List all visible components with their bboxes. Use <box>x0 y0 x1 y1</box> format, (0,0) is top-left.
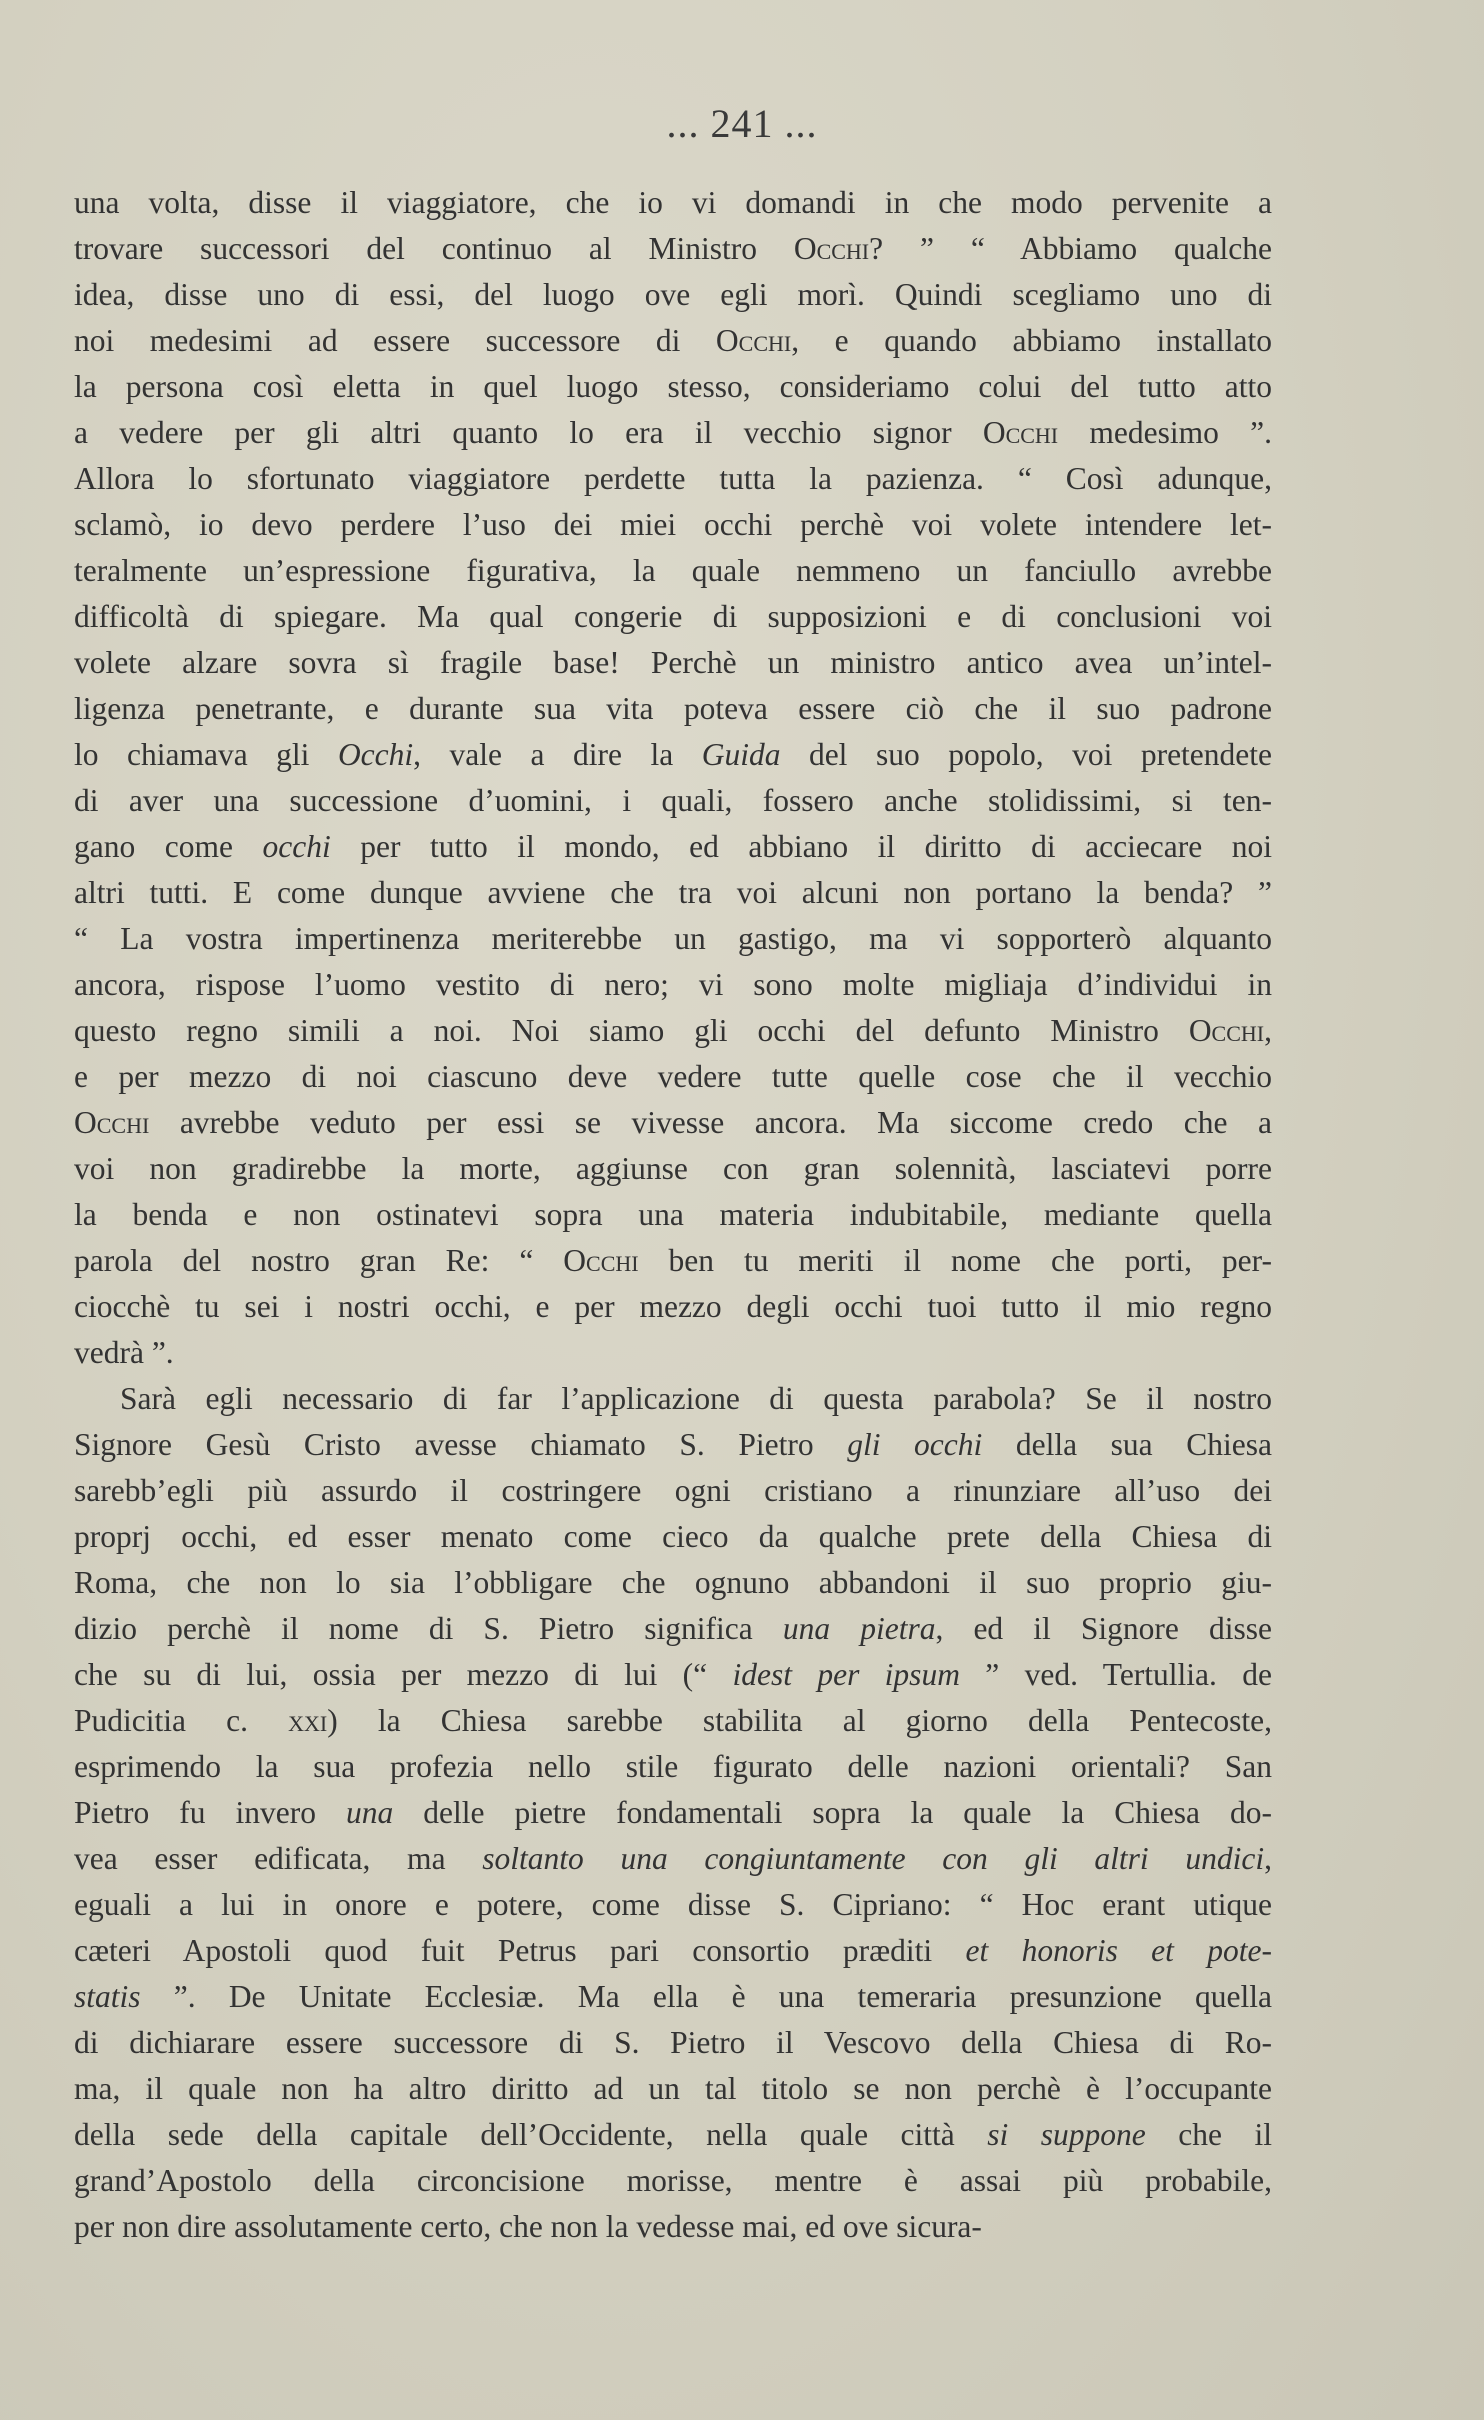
text-segment: idea, disse uno di essi, del luogo ove egli morì. Quindi scegliamo uno di <box>74 277 1272 312</box>
text-segment: una volta, disse il viaggiatore, che io vi domandi in che modo pervenite a <box>74 185 1272 220</box>
text-line <box>74 502 1272 548</box>
text-line <box>74 1284 1272 1330</box>
text-line <box>74 1836 1272 1882</box>
text-line <box>74 410 1272 456</box>
text-segment: Guida <box>701 737 781 772</box>
text-line <box>74 962 1272 1008</box>
text-segment: occhi <box>262 829 331 864</box>
text-segment: ” ved. Tertullia. de <box>959 1657 1272 1692</box>
text-line <box>74 2020 1272 2066</box>
text-segment: Roma, che non lo sia l’obbligare che ognuno abbandoni il suo proprio giu- <box>74 1565 1272 1600</box>
text-line <box>74 1560 1272 1606</box>
text-line <box>74 2066 1272 2112</box>
text-segment: avrebbe veduto per essi se vivesse ancora. Ma siccome credo che a <box>149 1105 1272 1140</box>
text-segment: gli occhi <box>847 1427 983 1462</box>
text-line <box>74 778 1272 824</box>
text-segment: una <box>345 1795 394 1830</box>
text-line <box>74 1882 1272 1928</box>
text-segment: , ed il Signore disse <box>935 1611 1272 1646</box>
text-line <box>74 1744 1272 1790</box>
text-segment: per tutto il mondo, ed abbiano il diritto di acciecare noi <box>330 829 1273 864</box>
text-segment: Sarà egli necessario di far l’applicazione di questa parabola? Se il nostro <box>120 1381 1272 1416</box>
text-line <box>74 2112 1272 2158</box>
text-line <box>74 1192 1272 1238</box>
text-segment: parola del nostro gran Re: “ <box>74 1243 564 1278</box>
text-line <box>74 1054 1272 1100</box>
text-line <box>74 1330 1272 1376</box>
text-segment: trovare successori del continuo al Ministro <box>74 231 794 266</box>
text-segment: “ La vostra impertinenza meriterebbe un gastigo, ma vi sopporterò alquanto <box>74 921 1272 956</box>
text-segment: gano come <box>74 829 263 864</box>
text-segment: voi non gradirebbe la morte, aggiunse con gran solennità, lasciatevi porre <box>74 1151 1272 1186</box>
text-line <box>74 180 1272 226</box>
text-line <box>74 226 1272 272</box>
text-segment: esprimendo la sua profezia nello stile figurato delle nazioni orientali? San <box>74 1749 1272 1784</box>
text-segment: vea esser edificata, ma <box>74 1841 483 1876</box>
text-line <box>74 2204 1272 2250</box>
text-line <box>74 2158 1272 2204</box>
text-segment: della sua Chiesa <box>982 1427 1272 1462</box>
page-number: ... 241 ... <box>666 101 818 146</box>
text-segment: Pudicitia c. <box>74 1703 289 1738</box>
text-segment: , vale a dire la <box>413 737 702 772</box>
text-segment: la benda e non ostinatevi sopra una materia indubitabile, mediante quella <box>74 1197 1272 1232</box>
text-line <box>74 1652 1272 1698</box>
text-segment: soltanto una congiuntamente con gli altri undici <box>482 1841 1265 1876</box>
text-segment: a vedere per gli altri quanto lo era il vecchio signor <box>74 415 983 450</box>
text-segment: ancora, rispose l’uomo vestito di nero; vi sono molte migliaja d’individui in <box>74 967 1272 1002</box>
text-line <box>74 1790 1272 1836</box>
text-segment: medesimo ”. <box>1058 415 1272 450</box>
text-segment: dizio perchè il nome di S. Pietro significa <box>74 1611 783 1646</box>
text-line <box>74 1100 1272 1146</box>
text-line <box>74 916 1272 962</box>
text-segment: una pietra <box>782 1611 936 1646</box>
text-segment: Pietro fu invero <box>74 1795 346 1830</box>
text-line <box>74 594 1272 640</box>
text-segment: Occhi <box>982 415 1059 450</box>
text-line <box>74 1468 1272 1514</box>
text-segment: Occhi <box>793 231 870 266</box>
text-segment: idest per ipsum <box>732 1657 960 1692</box>
text-line <box>74 732 1272 778</box>
text-segment: noi medesimi ad essere successore di <box>74 323 716 358</box>
text-line <box>74 364 1272 410</box>
text-line <box>74 870 1272 916</box>
text-segment: xxi <box>288 1703 328 1738</box>
text-line <box>74 1146 1272 1192</box>
text-line <box>74 318 1272 364</box>
text-line <box>74 686 1272 732</box>
text-segment: Allora lo sfortunato viaggiatore perdette tutta la pazienza. “ Così adunque, <box>74 461 1272 496</box>
text-segment: Signore Gesù Cristo avesse chiamato S. Pietro <box>74 1427 848 1462</box>
text-segment: di dichiarare essere successore di S. Pietro il Vescovo della Chiesa di Ro- <box>74 2025 1272 2060</box>
text-segment: e per mezzo di noi ciascuno deve vedere tutte quelle cose che il vecchio <box>74 1059 1272 1094</box>
text-segment: delle pietre fondamentali sopra la quale la Chiesa do- <box>393 1795 1272 1830</box>
text-segment: ) la Chiesa sarebbe stabilita al giorno della Pentecoste, <box>327 1703 1272 1738</box>
text-segment: , <box>1264 1841 1272 1876</box>
text-segment: che su di lui, ossia per mezzo di lui (“ <box>74 1657 733 1692</box>
text-segment: et honoris et pote- <box>965 1933 1272 1968</box>
text-segment: altri tutti. E come dunque avviene che tra voi alcuni non portano la benda? ” <box>74 875 1272 910</box>
text-line <box>74 1422 1272 1468</box>
text-line <box>74 824 1272 870</box>
text-segment: che il <box>1145 2117 1273 2152</box>
text-line <box>74 1008 1272 1054</box>
text-segment: sarebb’egli più assurdo il costringere ogni cristiano a rinunziare all’uso dei <box>74 1473 1272 1508</box>
text-segment: questo regno simili a noi. Noi siamo gli occhi del defunto Ministro <box>74 1013 1189 1048</box>
text-segment: Occhi <box>1188 1013 1265 1048</box>
text-line <box>74 1238 1272 1284</box>
text-line <box>74 272 1272 318</box>
text-segment: statis <box>74 1979 141 2014</box>
text-segment: vedrà ”. <box>74 1335 174 1370</box>
text-segment: sclamò, io devo perdere l’uso dei miei occhi perchè voi volete intendere let- <box>74 507 1272 542</box>
text-segment: ? ” “ Abbiamo qualche <box>869 231 1272 266</box>
text-segment: per non dire assolutamente certo, che non la vedesse mai, ed ove sicura- <box>74 2209 982 2244</box>
text-segment: Occhi <box>563 1243 639 1278</box>
text-segment: , <box>1264 1013 1272 1048</box>
text-segment: si suppone <box>987 2117 1146 2152</box>
text-segment: ma, il quale non ha altro diritto ad un tal titolo se non perchè è l’occupante <box>74 2071 1272 2106</box>
text-segment: proprj occhi, ed esser menato come cieco da qualche prete della Chiesa di <box>74 1519 1272 1554</box>
text-segment: Occhi <box>74 1105 150 1140</box>
text-segment: di aver una successione d’uomini, i quali, fossero anche stolidissimi, si ten- <box>74 783 1272 818</box>
text-segment: ciocchè tu sei i nostri occhi, e per mezzo degli occhi tuoi tutto il mio regno <box>74 1289 1272 1324</box>
text-line <box>74 1698 1272 1744</box>
text-segment: ligenza penetrante, e durante sua vita poteva essere ciò che il suo padrone <box>74 691 1272 726</box>
page-text <box>74 180 1272 2250</box>
text-segment: teralmente un’espressione figurativa, la quale nemmeno un fanciullo avrebbe <box>74 553 1272 588</box>
text-segment: volete alzare sovra sì fragile base! Perchè un ministro antico avea un’intel- <box>74 645 1272 680</box>
text-segment: la persona così eletta in quel luogo stesso, consideriamo colui del tutto atto <box>74 369 1272 404</box>
text-line <box>74 1928 1272 1974</box>
text-segment: Occhi <box>337 737 414 772</box>
text-segment: , e quando abbiamo installato <box>791 323 1272 358</box>
text-segment: ”. De Unitate Ecclesiæ. Ma ella è una temeraria presunzione quella <box>140 1979 1272 2014</box>
text-line <box>74 456 1272 502</box>
text-segment: Occhi <box>715 323 792 358</box>
text-line <box>74 640 1272 686</box>
text-segment: difficoltà di spiegare. Ma qual congerie di supposizioni e di conclusioni voi <box>74 599 1272 634</box>
text-segment: della sede della capitale dell’Occidente, nella quale città <box>74 2117 988 2152</box>
text-segment: grand’Apostolo della circoncisione morisse, mentre è assai più probabile, <box>74 2163 1272 2198</box>
text-line <box>74 548 1272 594</box>
text-line <box>74 1974 1272 2020</box>
text-line <box>74 1376 1272 1422</box>
text-line <box>74 1514 1272 1560</box>
text-line <box>74 1606 1272 1652</box>
text-segment: cæteri Apostoli quod fuit Petrus pari consortio præditi <box>74 1933 966 1968</box>
text-segment: lo chiamava gli <box>74 737 338 772</box>
text-segment: eguali a lui in onore e potere, come disse S. Cipriano: “ Hoc erant utique <box>74 1887 1272 1922</box>
text-segment: del suo popolo, voi pretendete <box>780 737 1272 772</box>
text-segment: ben tu meriti il nome che porti, per- <box>638 1243 1273 1278</box>
